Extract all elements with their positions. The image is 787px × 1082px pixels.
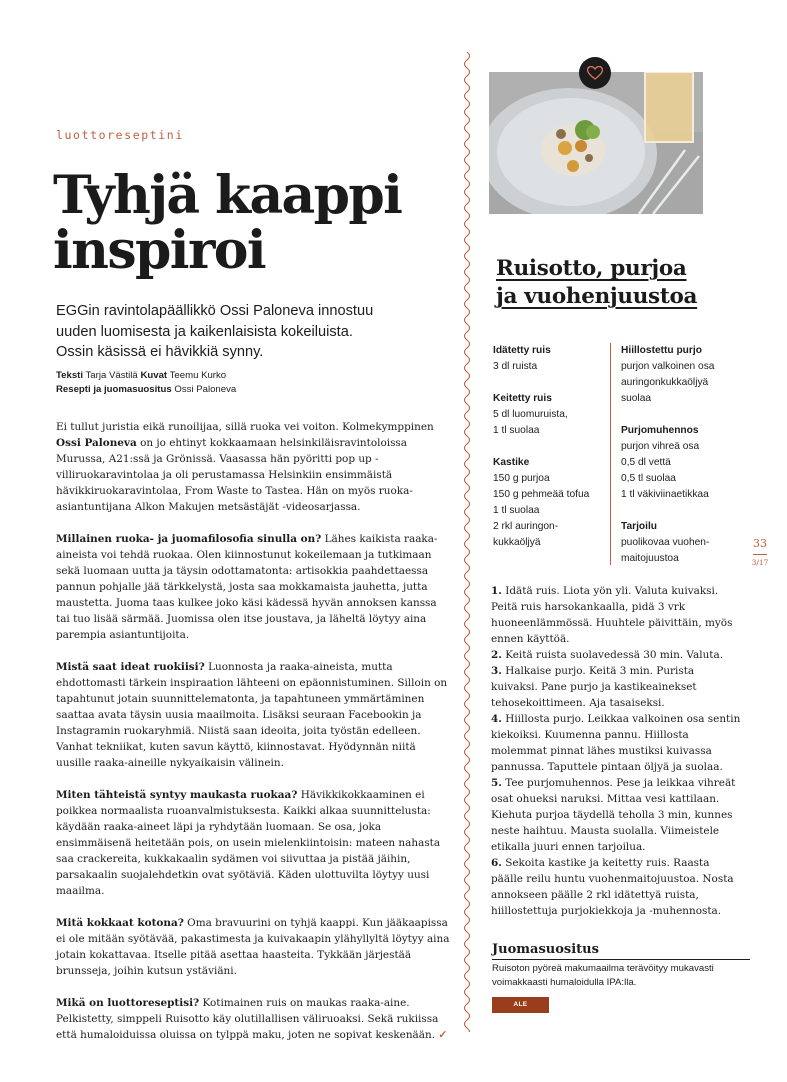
credit-photo-value: Teemu Kurko [169, 370, 227, 381]
credit-recipe-label: Resepti ja juomasuositus [56, 384, 172, 395]
article-title: Tyhjä kaappi inspiroi [53, 165, 402, 281]
step-number: 1. [491, 585, 502, 597]
ingredient-item: suolaa [621, 393, 652, 404]
ingredient-item: 5 dl luomuruista, [493, 409, 568, 420]
step-number: 6. [491, 857, 502, 869]
recipe-title [496, 255, 756, 311]
article-credits [56, 369, 386, 397]
intro-paragraph [56, 419, 452, 515]
qa-paragraph-1 [56, 531, 452, 643]
section-kicker: luottoreseptini [56, 128, 184, 142]
credit-recipe-value: Ossi Paloneva [174, 384, 237, 395]
ingredient-item: maitojuustoa [621, 553, 679, 564]
step-text: Tee purjomuhennos. Pese ja leikkaa vihreät osat ohueksi naruksi. Mittaa vesi kattilaan. Kiehuta purjoa täydellä teholla 3 min, kunnes neste haihtuu. Mausta suolalla. Viimeistele etikalla juuri ennen tarjoilua. [491, 777, 736, 853]
ingredients-left [493, 343, 603, 551]
qa-paragraph-2 [56, 659, 452, 771]
credit-line-text-photo [56, 369, 386, 383]
page-number-value: 33 [753, 537, 767, 550]
wavy-column-divider [460, 52, 474, 1032]
ingredient-item: purjon vihreä osa [621, 441, 700, 452]
qa-paragraph-5 [56, 995, 452, 1043]
step-number: 5. [491, 777, 502, 789]
step-text: Hiillosta purjo. Leikkaa valkoinen osa sentin kiekoiksi. Kuumenna pannu. Hiillosta molemmat pinnat lähes mustiksi kuivassa pannussa. Taputtele pintaan öljyä ja suolaa. [491, 713, 741, 773]
ingredient-item: 3 dl ruista [493, 361, 538, 372]
intro-part2: on jo ehtinyt kokkaamaan helsinkiläisravintoloissa Murussa, A21:ssä ja Grönissä. Vaasassa hän pyöritti pop up -villiruokaravintolaa ja oli perustamassa Helsinkiin ensimmäistä hävikkiruokaravintolaa, From Waste to Tastea. Hän on myös ruoka-asiantuntijana Alkon Makujen metsästäjät -videosarjassa. [56, 437, 413, 513]
heart-badge [579, 57, 611, 89]
recipe-steps [491, 583, 741, 919]
ingredient-item: 150 g pehmeää tofua [493, 489, 590, 500]
credit-text-label: Teksti [56, 370, 84, 381]
page-number [747, 537, 773, 568]
qa-question: Mistä saat ideat ruokiisi? [56, 661, 205, 673]
ingredient-item: auringonkukkaöljyä [621, 377, 709, 388]
recipe-step [491, 775, 741, 855]
heart-icon [587, 66, 603, 80]
intro-name: Ossi Paloneva [56, 437, 137, 449]
credit-photo-label: Kuvat [140, 370, 168, 381]
qa-question: Mitä kokkaat kotona? [56, 917, 184, 929]
dish-photo [489, 72, 703, 214]
ingredient-item: kukkaöljyä [493, 537, 541, 548]
end-mark-icon: ✓ [438, 1029, 448, 1041]
step-text: Idätä ruis. Liota yön yli. Valuta kuivaksi. Peitä ruis harsokankaalla, pidä 3 vrk huoneenlämmössä. Huuhtele päivittäin, myös ennen käyttöä. [491, 585, 733, 645]
recipe-step [491, 647, 741, 663]
qa-question: Miten tähteistä syntyy maukasta ruokaa? [56, 789, 298, 801]
ingredients-divider [610, 343, 611, 565]
ingredient-group-heading: Tarjoilu [621, 521, 658, 532]
recipe-step [491, 583, 741, 647]
ingredient-group-heading: Purjomuhennos [621, 425, 699, 436]
ingredient-group-heading: Kastike [493, 457, 530, 468]
ingredient-item: 0,5 dl vettä [621, 457, 671, 468]
qa-paragraph-3 [56, 787, 452, 899]
ingredient-group-heading: Keitetty ruis [493, 393, 552, 404]
article-lead: EGGin ravintolapäällikkö Ossi Paloneva innostuu uuden luomisesta ja kaikenlaisista kokeiluista. Ossin käsissä ei hävikkiä synny. [56, 303, 374, 360]
ingredient-group-heading: Idätetty ruis [493, 345, 551, 356]
ingredient-item: 150 g purjoa [493, 473, 550, 484]
drink-type-tag: ALE [492, 997, 549, 1013]
dish-illustration [489, 72, 703, 214]
ingredient-item: 1 tl suolaa [493, 425, 540, 436]
ingredient-item: 2 rkl auringon- [493, 521, 559, 532]
step-text: Sekoita kastike ja keitetty ruis. Raasta päälle reilu huntu vuohenmaitojuustoa. Nosta annokseen päälle 2 rkl idätettyä ruista, hiillostettuja purjokiekkoja ja -muhennosta. [491, 857, 734, 917]
qa-paragraph-4 [56, 915, 452, 979]
credit-line-recipe [56, 383, 386, 397]
recipe-title-line-1: Ruisotto, purjoa [496, 256, 687, 281]
page-section-index: 3/17 [751, 558, 769, 567]
step-number: 2. [491, 649, 502, 661]
drink-divider [492, 959, 750, 960]
ingredient-item: 1 tl suolaa [493, 505, 540, 516]
recipe-step [491, 711, 741, 775]
intro-part1: Ei tullut juristia eikä runoilijaa, sillä ruoka vei voiton. Kolmekymppinen [56, 421, 434, 433]
ingredient-group-heading: Hiillostettu purjo [621, 345, 702, 356]
recipe-title-line-2: ja vuohenjuustoa [496, 284, 698, 309]
step-text: Halkaise purjo. Keitä 3 min. Purista kuivaksi. Pane purjo ja kastikeainekset tehosekoittimeen. Aja tasaiseksi. [491, 665, 697, 709]
step-number: 4. [491, 713, 502, 725]
drink-recommendation-title: Juomasuositus [492, 942, 599, 957]
ingredients-right [621, 343, 736, 567]
recipe-step [491, 663, 741, 711]
article-body [56, 419, 452, 1059]
qa-question: Millainen ruoka- ja juomafilosofia sinulla on? [56, 533, 322, 545]
credit-text-value: Tarja Västilä [85, 370, 138, 381]
ingredient-item: 1 tl väkiviinaetikkaa [621, 489, 709, 500]
qa-answer: Lähes kaikista raaka-aineista voi tehdä ruokaa. Olen kiinnostunut kokeilemaan ja tutkimaan sekä luomaan uutta ja täysin odottamatonta: artisokkia paahdettaessa pannun pohjalle jää tärkkelystä, josta saa mokkamaista jauhetta, jutta maustetta. Juoma taas kulkee joko käsi kädessä hyvän annoksen kanssa tai tuo lisää särmää. Juomissa olen itse joustava, ja läheltä löytyy aina parempia asiantuntijoita. [56, 533, 438, 641]
recipe-step [491, 855, 741, 919]
qa-answer: Kotimainen ruis on maukas raaka-aine. Pelkistetty, simppeli Ruisotto käy olutillallisen väliruoaksi. Sekä rukiissa että humaloiduissa oluissa on tylppä maku, joten ne sopivat keskenään. [56, 997, 439, 1041]
ingredient-item: purjon valkoinen osa [621, 361, 715, 372]
step-number: 3. [491, 665, 502, 677]
ingredient-item: puolikovaa vuohen- [621, 537, 710, 548]
qa-answer: Hävikkikokkaaminen ei poikkea normaalista ruoanvalmistuksesta. Kaikki alkaa suunnittelusta: käydään raaka-aineet läpi ja ryhdytään luomaan. Se osa, joka ensimmäisenä heitetään pois, on usein mielenkiintoisin: mateen nahasta saa crackereita, kukkakaalin sydämen voi siivuttaa ja pistää jäihin, parsakaalin suojalehdetkin ovat syötäviä. Käden ulottuvilta löytyy uusi maailma. [56, 789, 441, 897]
step-text: Keitä ruista suolavedessä 30 min. Valuta. [501, 649, 724, 661]
qa-question: Mikä on luottoreseptisi? [56, 997, 200, 1009]
qa-answer: Luonnosta ja raaka-aineista, mutta ehdottomasti tärkein inspiraation lähteeni on epäonnistuminen. Silloin on tapahtunut jotain suunnittelematonta, ja tapahtuneen ymmärtäminen saattaa avata täysin uusia maailmoita. Lisäksi seuraan Facebookin ja Instagramin ruokaryhmiä. Niistä saan ideoita, joita työstän edelleen. Vanhat tekniikat, kuten savun käyttö, kiinnostavat. Hyödynnän niitä uusille raaka-aineille nykyaikaisin välinein. [56, 661, 448, 769]
drink-recommendation-text: Ruisoton pyöreä makumaailma terävöityy mukavasti voimakkaasti humaloidulla IPA:lla. [492, 963, 714, 988]
ingredient-item: 0,5 tl suolaa [621, 473, 676, 484]
qa-answer: Oma bravuurini on tyhjä kaappi. Kun jääkaapissa ei ole mitään syötävää, pakastimesta ja kuivakaapin ylähyllyltä löytyy aina jotain kokattavaa. Itselle pitää asettaa haasteita. Tykkään järjestää brunsseja, joihin kutsun ystäviäni. [56, 917, 450, 977]
